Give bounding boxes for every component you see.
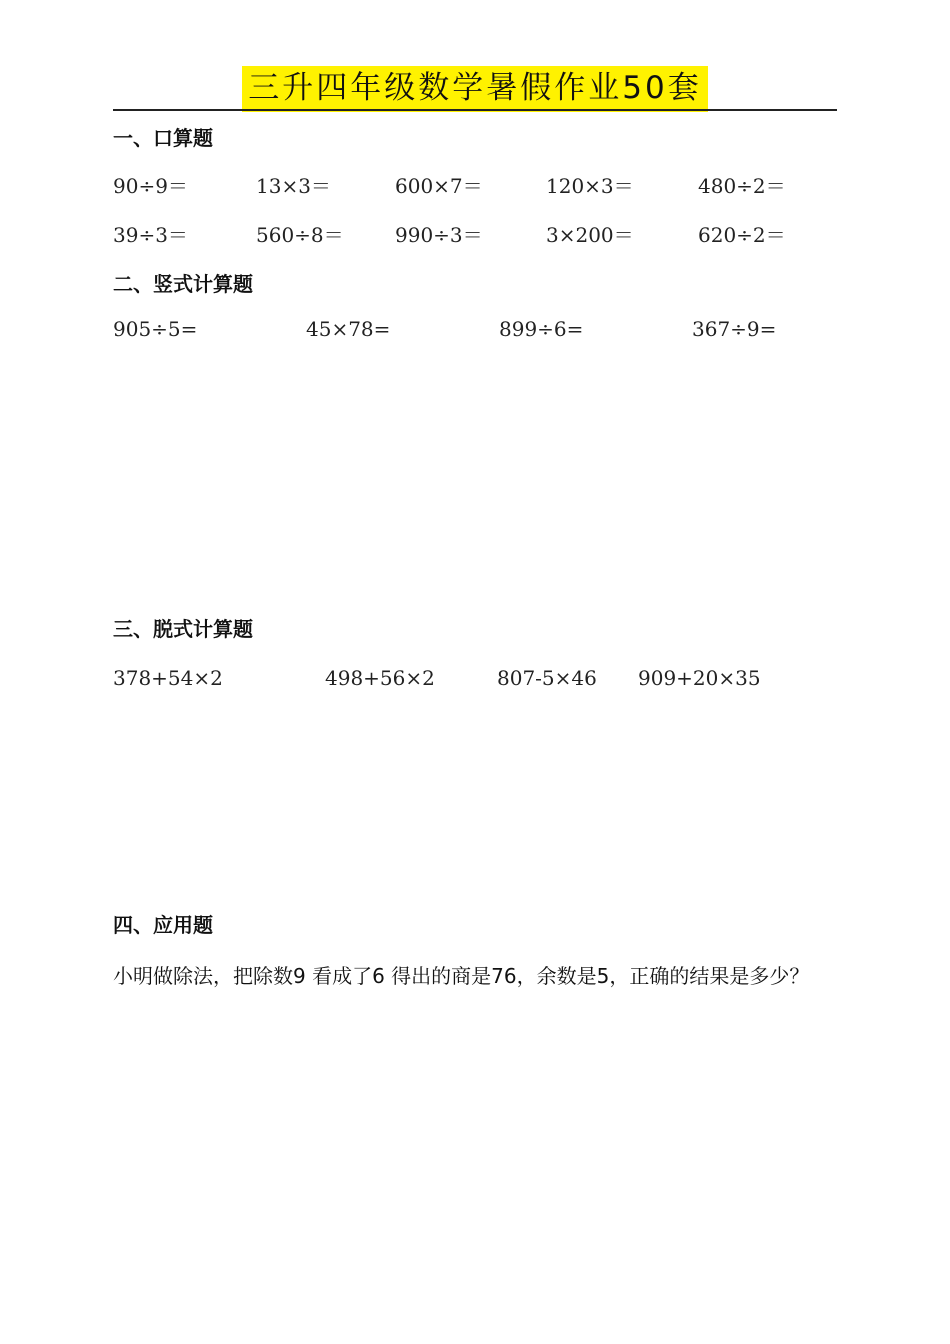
page-title: 三升四年级数学暑假作业50套 — [242, 66, 707, 112]
section-heading-application: 四、应用题 — [113, 913, 213, 937]
oral-problem: 3×200＝ — [546, 223, 634, 247]
vertical-problem: 45×78= — [306, 317, 391, 341]
stepwise-problem: 909+20×35 — [638, 666, 761, 690]
title-container — [0, 66, 950, 112]
oral-problem: 600×7＝ — [395, 174, 483, 198]
oral-problem: 90÷9＝ — [113, 174, 188, 198]
application-question: 小明做除法，把除数9 看成了6 得出的商是76，余数是5，正确的结果是多少？ — [113, 964, 810, 988]
section-heading-oral: 一、口算题 — [113, 126, 213, 150]
stepwise-problem: 807-5×46 — [497, 666, 597, 690]
oral-problem: 620÷2＝ — [698, 223, 786, 247]
oral-problem: 990÷3＝ — [395, 223, 483, 247]
stepwise-problem: 378+54×2 — [113, 666, 223, 690]
oral-problem: 560÷8＝ — [256, 223, 344, 247]
oral-problem: 480÷2＝ — [698, 174, 786, 198]
vertical-problem: 905÷5= — [113, 317, 198, 341]
section-heading-stepwise: 三、脱式计算题 — [113, 617, 253, 641]
vertical-problem: 899÷6= — [499, 317, 584, 341]
vertical-problem: 367÷9= — [692, 317, 777, 341]
section-heading-vertical: 二、竖式计算题 — [113, 272, 253, 296]
title-underline — [113, 109, 837, 111]
oral-problem: 39÷3＝ — [113, 223, 188, 247]
stepwise-problem: 498+56×2 — [325, 666, 435, 690]
oral-problem: 120×3＝ — [546, 174, 634, 198]
oral-problem: 13×3＝ — [256, 174, 331, 198]
